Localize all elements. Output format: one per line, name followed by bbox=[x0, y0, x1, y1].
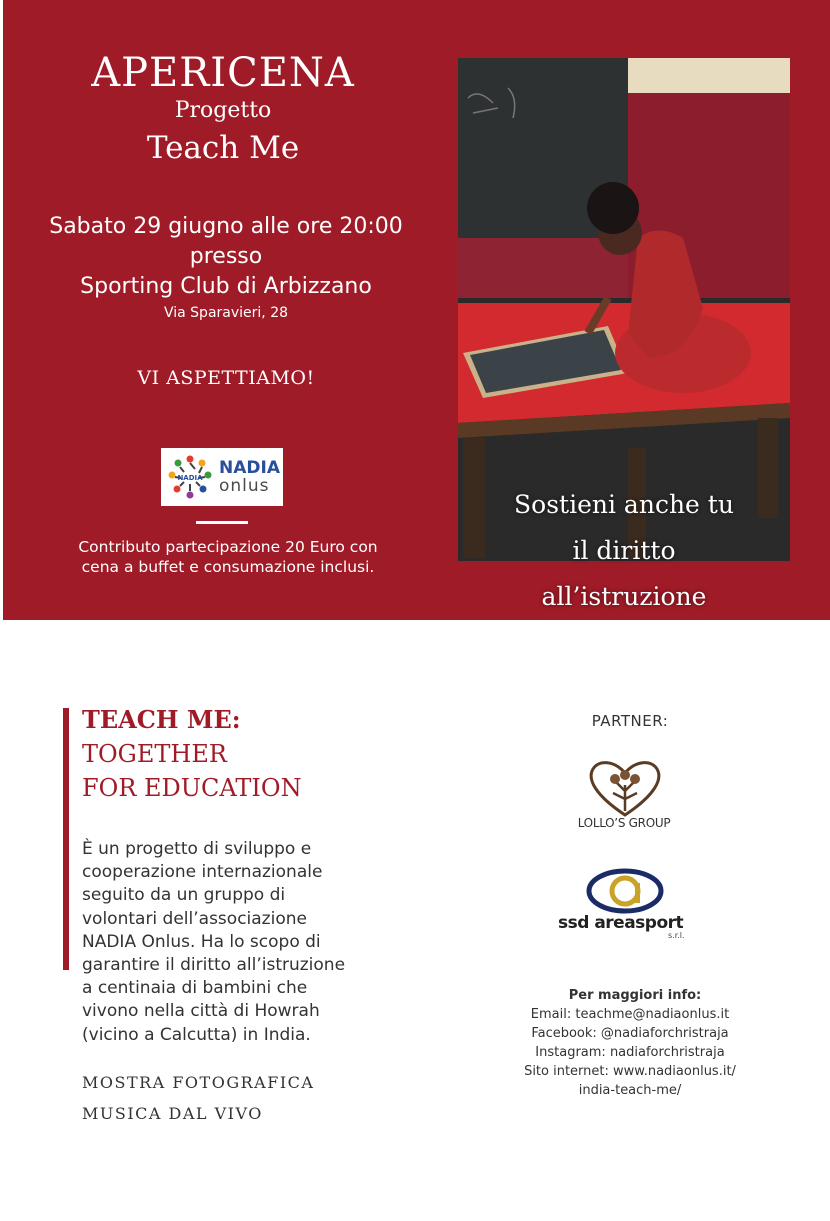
description-line: garantire il diritto all’istruzione bbox=[82, 955, 346, 976]
description-line: (vicino a Calcutta) in India. bbox=[82, 1024, 311, 1045]
project-heading-2: TOGETHER bbox=[82, 740, 227, 768]
areasport-name: ssd areasport bbox=[558, 913, 684, 933]
child-photo bbox=[458, 58, 790, 611]
info-instagram[interactable]: Instagram: nadiaforchristraja bbox=[535, 1045, 725, 1060]
event-tagline: VI ASPETTIAMO! bbox=[137, 367, 315, 389]
event-subtitle-name: Teach Me bbox=[146, 130, 300, 166]
event-address: Via Sparavieri, 28 bbox=[163, 305, 289, 321]
description-line: a centinaia di bambini che bbox=[82, 978, 308, 999]
caption-line-2: il diritto bbox=[572, 536, 676, 565]
event-banner bbox=[3, 0, 830, 620]
contribution-line-2: cena a buffet e consumazione inclusi. bbox=[81, 558, 375, 576]
event-title: APERICENA bbox=[91, 50, 355, 96]
caption-line-1: Sostieni anche tu bbox=[514, 490, 734, 519]
event-date: Sabato 29 giugno alle ore 20:00 bbox=[49, 214, 403, 239]
info-facebook[interactable]: Facebook: @nadiaforchristraja bbox=[531, 1026, 729, 1041]
description-line: seguito da un gruppo di bbox=[82, 885, 286, 906]
nadia-logo bbox=[161, 448, 283, 506]
divider bbox=[196, 521, 248, 524]
logo-name: NADIA bbox=[219, 458, 280, 478]
description-line: NADIA Onlus. Ha lo scopo di bbox=[82, 931, 321, 952]
info-website-cont[interactable]: india-teach-me/ bbox=[578, 1083, 682, 1098]
description-line: vivono nella città di Howrah bbox=[82, 1001, 320, 1022]
project-description bbox=[82, 838, 382, 1047]
caption-line-3: all’istruzione bbox=[541, 582, 707, 611]
contribution-note bbox=[43, 537, 413, 577]
areasport-logo-icon bbox=[585, 867, 665, 917]
event-venue: Sporting Club di Arbizzano bbox=[80, 274, 372, 299]
accent-bar bbox=[63, 708, 69, 970]
description-line: cooperazione internazionale bbox=[82, 862, 323, 883]
info-website[interactable]: Sito internet: www.nadiaonlus.it/ bbox=[524, 1064, 736, 1079]
event-presso: presso bbox=[189, 244, 263, 269]
logo-suffix: onlus bbox=[219, 476, 270, 496]
project-heading-3: FOR EDUCATION bbox=[82, 774, 302, 802]
info-heading: Per maggiori info: bbox=[568, 988, 702, 1003]
info-email[interactable]: Email: teachme@nadiaonlus.it bbox=[530, 1007, 730, 1022]
event-subtitle-project: Progetto bbox=[174, 98, 272, 123]
lollos-tree-logo-icon bbox=[585, 757, 665, 817]
contribution-line-1: Contributo partecipazione 20 Euro con bbox=[78, 538, 378, 556]
partner-label: PARTNER: bbox=[591, 712, 669, 730]
photo-caption bbox=[458, 482, 790, 620]
project-heading-1: TEACH ME: bbox=[82, 705, 241, 734]
nadia-emblem-icon bbox=[165, 453, 215, 501]
description-line: È un progetto di sviluppo e bbox=[82, 839, 312, 859]
extra-photo-exhibition: MOSTRA FOTOGRAFICA bbox=[82, 1073, 315, 1092]
emblem-text: NADIA bbox=[177, 474, 203, 482]
lollos-group-label: LOLLO’S GROUP bbox=[577, 816, 671, 830]
areasport-suffix: s.r.l. bbox=[668, 931, 685, 940]
extra-live-music: MUSICA DAL VIVO bbox=[82, 1104, 263, 1123]
event-details bbox=[3, 212, 449, 302]
description-line: volontari dell’associazione bbox=[82, 908, 307, 929]
